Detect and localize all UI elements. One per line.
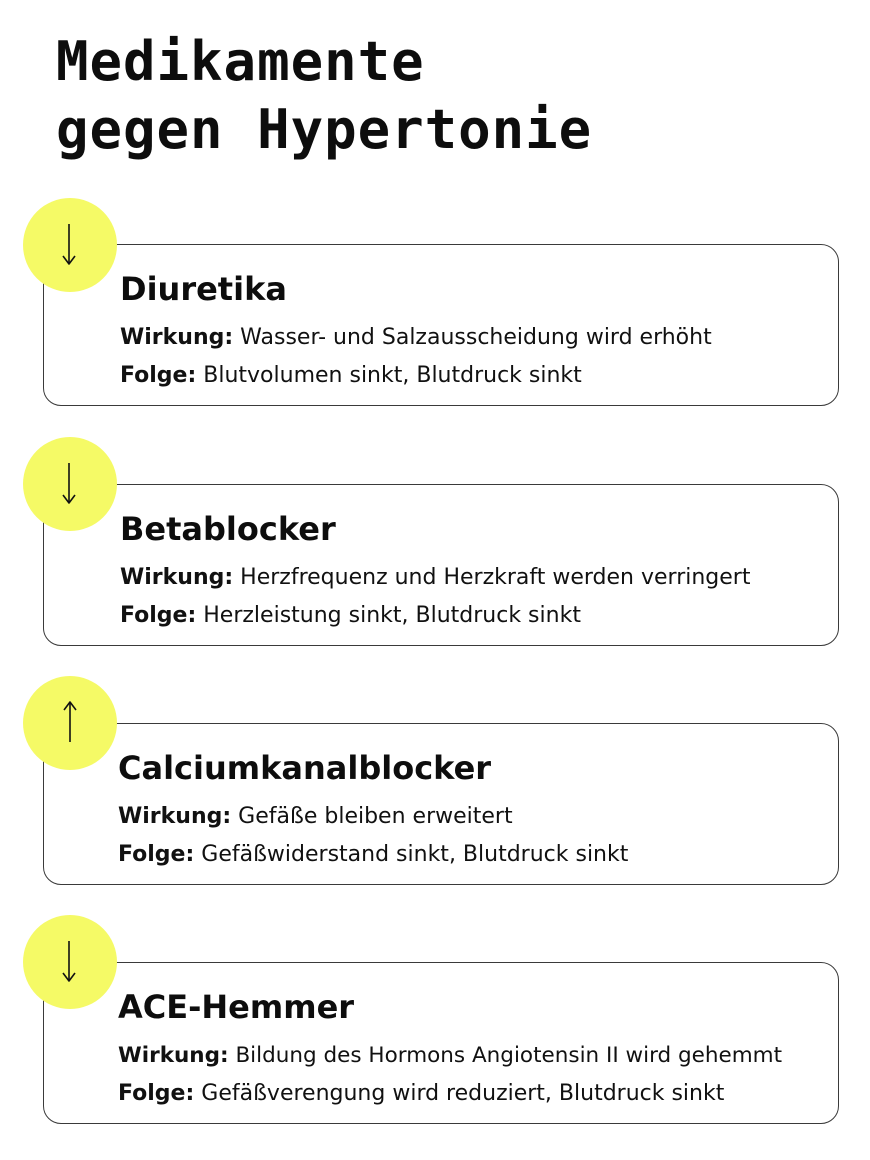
drug-card-diuretika	[43, 244, 839, 406]
folge-label: Folge:	[120, 603, 197, 628]
title-line-1: Medikamente	[56, 30, 425, 93]
arrow-bubble	[23, 198, 117, 292]
card-folge	[120, 357, 818, 395]
wirkung-text: Wasser- und Salzausscheidung wird erhöht	[240, 325, 712, 350]
card-title: Calciumkanalblocker	[118, 749, 492, 787]
card-folge	[120, 597, 818, 635]
card-title: Betablocker	[120, 510, 336, 548]
wirkung-text: Gefäße bleiben erweitert	[238, 804, 513, 829]
folge-label: Folge:	[120, 363, 197, 388]
folge-text: Herzleistung sinkt, Blutdruck sinkt	[203, 603, 581, 628]
card-title: ACE-Hemmer	[118, 988, 355, 1026]
card-wirkung	[120, 319, 818, 357]
folge-label: Folge:	[118, 842, 195, 867]
card-content	[120, 269, 818, 395]
folge-text: Gefäßverengung wird reduziert, Blutdruck sinkt	[201, 1081, 725, 1106]
arrow-bubble	[23, 676, 117, 770]
card-folge	[118, 836, 818, 874]
wirkung-text: Herzfrequenz und Herzkraft werden verringert	[240, 565, 751, 590]
title-line-2: gegen Hypertonie	[56, 98, 593, 161]
card-content	[118, 748, 818, 874]
wirkung-label: Wirkung:	[120, 325, 234, 350]
folge-text: Gefäßwiderstand sinkt, Blutdruck sinkt	[201, 842, 629, 867]
card-content	[120, 509, 818, 635]
card-content	[118, 987, 830, 1113]
folge-text: Blutvolumen sinkt, Blutdruck sinkt	[203, 363, 582, 388]
drug-card-ace-hemmer	[43, 962, 839, 1124]
wirkung-label: Wirkung:	[118, 804, 232, 829]
drug-card-calciumkanalblocker	[43, 723, 839, 885]
wirkung-label: Wirkung:	[120, 565, 234, 590]
down-arrow-icon	[23, 915, 117, 1009]
wirkung-label: Wirkung:	[118, 1043, 229, 1068]
card-title: Diuretika	[120, 270, 287, 308]
wirkung-text: Bildung des Hormons Angiotensin II wird gehemmt	[235, 1043, 783, 1068]
down-arrow-icon	[23, 198, 117, 292]
card-folge	[118, 1075, 830, 1113]
arrow-bubble	[23, 437, 117, 531]
down-arrow-icon	[23, 437, 117, 531]
drug-card-betablocker	[43, 484, 839, 646]
arrow-bubble	[23, 915, 117, 1009]
card-wirkung	[118, 798, 818, 836]
up-arrow-icon	[23, 676, 117, 770]
page-title	[56, 28, 592, 164]
folge-label: Folge:	[118, 1081, 195, 1106]
card-wirkung	[120, 559, 818, 597]
card-wirkung	[118, 1037, 830, 1075]
